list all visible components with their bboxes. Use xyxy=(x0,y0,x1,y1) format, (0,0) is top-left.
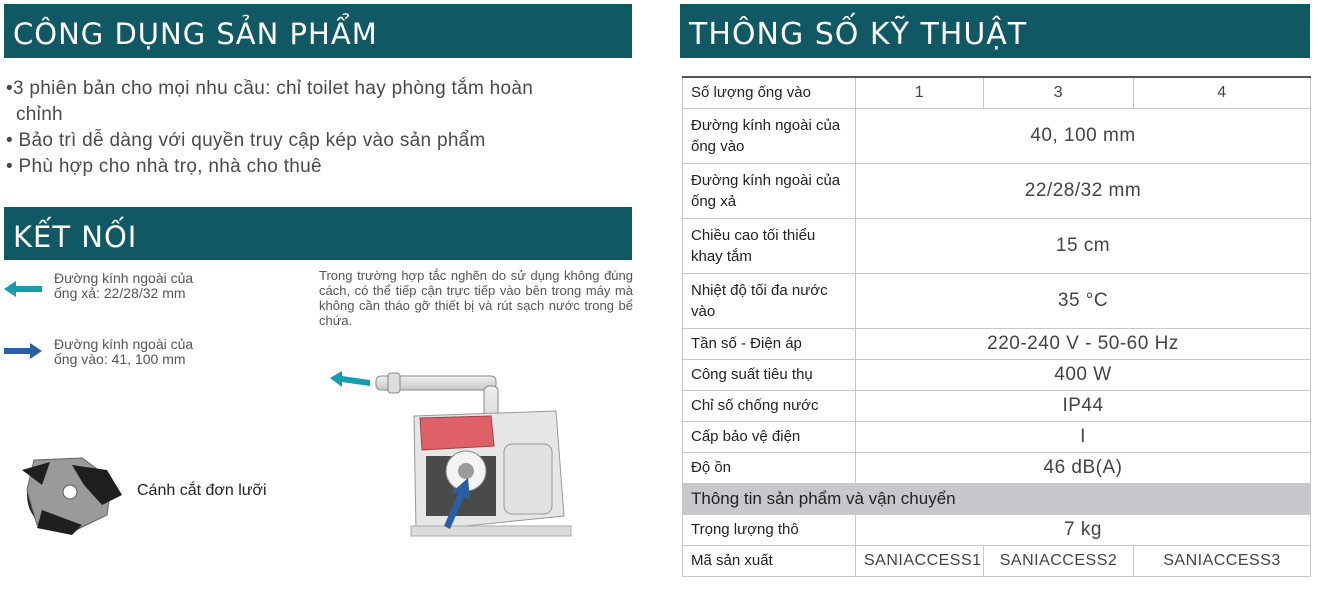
list-item: • Bảo trì dễ dàng với quyền truy cập kép vào sản phẩm xyxy=(6,130,486,151)
cell-value: IP44 xyxy=(856,390,1311,421)
blade-image xyxy=(12,440,124,535)
row-label: Tần số - Điện áp xyxy=(683,328,856,359)
table-row xyxy=(683,273,1311,328)
inlet-diameter-text: Đường kính ngoài của ống vào: 41, 100 mm xyxy=(54,336,194,367)
cell-value: 3 xyxy=(984,77,1134,108)
list-item: •3 phiên bản cho mọi nhu cầu: chỉ toilet hay phòng tắm hoàn xyxy=(6,78,534,99)
row-label: Chỉ số chống nước xyxy=(683,390,856,421)
specs-table xyxy=(682,76,1311,577)
table-row xyxy=(683,359,1311,390)
cell-value: SANIACCESS2 xyxy=(984,545,1134,576)
cell-value: 4 xyxy=(1134,77,1311,108)
cell-value: 40, 100 mm xyxy=(856,108,1311,163)
cell-value: 15 cm xyxy=(856,218,1311,273)
row-label: Chiều cao tối thiểu khay tắm xyxy=(683,218,856,273)
blade-label: Cánh cắt đơn lưỡi xyxy=(137,482,267,499)
arrow-right-icon xyxy=(4,341,44,361)
specs-section-title: THÔNG SỐ KỸ THUẬT xyxy=(680,4,1310,58)
cell-value: 1 xyxy=(856,77,984,108)
table-row xyxy=(683,390,1311,421)
table-row xyxy=(683,218,1311,273)
row-label: Mã sản xuất xyxy=(683,545,856,576)
row-label: Đường kính ngoài của ống vào xyxy=(683,108,856,163)
cell-value: 220-240 V - 50-60 Hz xyxy=(856,328,1311,359)
cell-value: 22/28/32 mm xyxy=(856,163,1311,218)
cell-value: 35 °C xyxy=(856,273,1311,328)
cell-value: 7 kg xyxy=(856,514,1311,545)
table-row xyxy=(683,328,1311,359)
row-label: Số lượng ống vào xyxy=(683,77,856,108)
maintenance-note: Trong trường hợp tắc nghẽn do sử dụng không đúng cách, có thể tiếp cận trực tiếp vào bên trong máy mà không cần tháo gỡ thiết bị và rút sạch nước trong bể chứa. xyxy=(319,268,633,328)
row-label: Công suất tiêu thụ xyxy=(683,359,856,390)
list-item: • Phù hợp cho nhà trọ, nhà cho thuê xyxy=(6,156,322,177)
row-label: Trọng lượng thô xyxy=(683,514,856,545)
connection-section-title: KẾT NỐI xyxy=(4,207,632,260)
row-label: Cấp bảo vệ điện xyxy=(683,421,856,452)
row-label: Độ ồn xyxy=(683,452,856,483)
cell-value: 400 W xyxy=(856,359,1311,390)
table-row xyxy=(683,514,1311,545)
uses-list xyxy=(6,76,632,180)
table-row xyxy=(683,77,1311,108)
table-row xyxy=(683,421,1311,452)
cell-value: I xyxy=(856,421,1311,452)
table-row xyxy=(683,452,1311,483)
list-item: chỉnh xyxy=(16,104,63,125)
table-row xyxy=(683,108,1311,163)
cell-value: 46 dB(A) xyxy=(856,452,1311,483)
row-label: Đường kính ngoài của ống xả xyxy=(683,163,856,218)
table-section-row xyxy=(683,483,1311,514)
section-title: Thông tin sản phẩm và vận chuyển xyxy=(683,483,1311,514)
row-label: Nhiệt độ tối đa nước vào xyxy=(683,273,856,328)
pump-image xyxy=(326,366,576,551)
cell-value: SANIACCESS1 xyxy=(856,545,984,576)
outlet-diameter-text: Đường kính ngoài của ống xả: 22/28/32 mm xyxy=(54,270,194,301)
cell-value: SANIACCESS3 xyxy=(1134,545,1311,576)
arrow-left-icon xyxy=(4,279,44,299)
table-row xyxy=(683,163,1311,218)
table-row xyxy=(683,545,1311,576)
uses-section-title: CÔNG DỤNG SẢN PHẨM xyxy=(4,4,632,58)
